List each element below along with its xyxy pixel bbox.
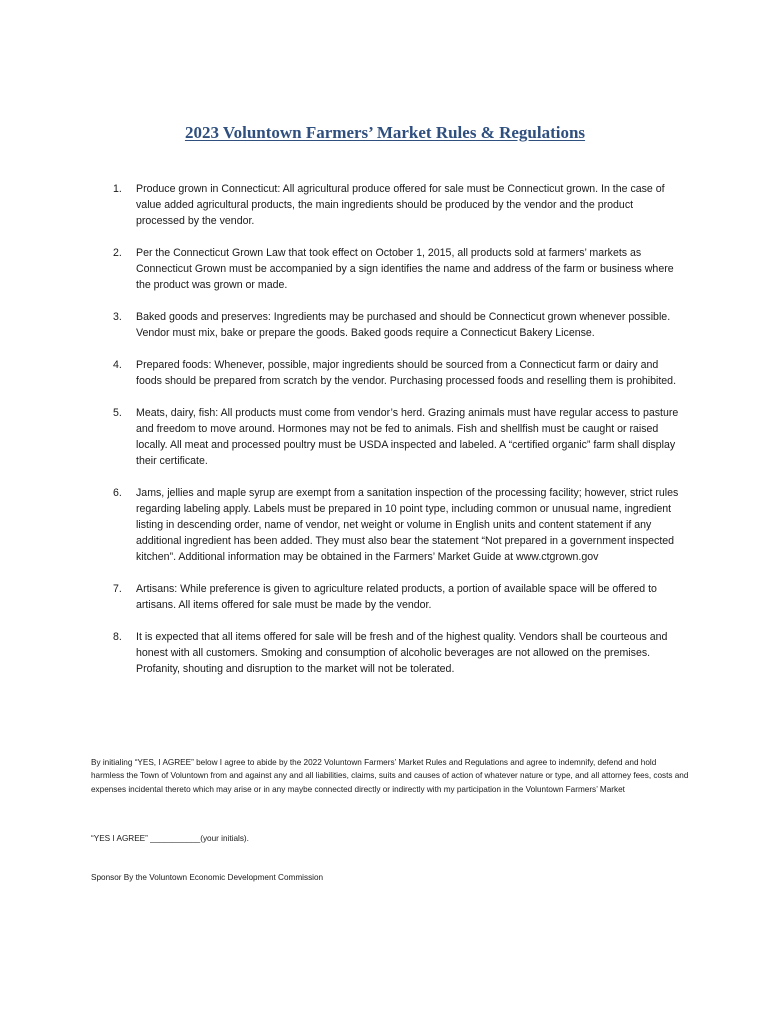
rule-item [110,357,682,389]
rule-item [110,405,682,469]
rules-list [110,181,682,693]
rule-text: Artisans: While preference is given to agriculture related products, a portion of available space will be offered to artisans. All items offered for sale must be made by the vendor. [136,583,657,611]
sponsor-line: Sponsor By the Voluntown Economic Development Commission [91,873,324,882]
rule-number: 5. [113,407,122,419]
rule-text: Jams, jellies and maple syrup are exempt from a sanitation inspection of the processing facility; however, strict rules regarding labeling apply. Labels must be prepared in 10 point type, including common or unusual name, ingredient listing in descending order, name of vendor, net weight or volume in English units and content statement if any additional ingredient has been added. They must also bear the statement “Not prepared in a government inspected kitchen”. Additional information may be obtained in the Farmers’ Market Guide at www.ctgrown.gov [136,487,679,563]
rule-text: Prepared foods: Whenever, possible, major ingredients should be sourced from a Connecticut farm or dairy and foods should be prepared from scratch by the vendor. Purchasing processed foods and reselling them is prohibited. [136,359,677,387]
rule-item [110,245,682,293]
agreement-statement: By initialing “YES, I AGREE” below I agree to abide by the 2022 Voluntown Farmers’ Market Rules and Regulations and agree to indemnify, defend and hold harmless the Town of Voluntown from and against any and all liabilities, claims, suits and causes of action of whatever nature or type, and all attorney fees, costs and expenses incidental thereto which may arise or in any maybe connected directly or indirectly with my participation in the Voluntown Farmers’ Market [91,758,689,794]
document-title: 2023 Voluntown Farmers’ Market Rules & Regulations [184,123,586,142]
rule-number: 6. [113,487,122,499]
rule-text: Meats, dairy, fish: All products must come from vendor’s herd. Grazing animals must have regular access to pasture and freedom to move around. Hormones may not be fed to animals. Fish and shellfish must be caught or raised locally. All meat and processed poultry must be USDA inspected and labeled. A “certified organic” farm shall display their certificate. [136,407,679,467]
rule-text: Per the Connecticut Grown Law that took effect on October 1, 2015, all products sold at farmers’ markets as Connecticut Grown must be accompanied by a sign identifies the name and address of the farm or business where the product was grown or made. [136,247,674,291]
rule-number: 4. [113,359,122,371]
rule-text: Produce grown in Connecticut: All agricultural produce offered for sale must be Connecticut grown. In the case of value added agricultural products, the main ingredients should be produced by the vendor and the product processed by the vendor. [136,183,665,227]
rule-item [110,309,682,341]
rule-item [110,629,682,677]
initials-line: “YES I AGREE” ___________(your initials). [91,834,249,843]
rule-number: 1. [113,183,122,195]
rule-item [110,581,682,613]
rule-text: It is expected that all items offered for sale will be fresh and of the highest quality. Vendors shall be courteous and honest with all customers. Smoking and consumption of alcoholic beverages are not allowed on the premises. Profanity, shouting and disruption to the market will not be tolerated. [136,631,668,675]
rule-number: 2. [113,247,122,259]
rule-number: 3. [113,311,122,323]
rule-item [110,181,682,229]
rule-item [110,485,682,565]
rule-number: 8. [113,631,122,643]
rule-number: 7. [113,583,122,595]
rule-text: Baked goods and preserves: Ingredients may be purchased and should be Connecticut grown whenever possible. Vendor must mix, bake or prepare the goods. Baked goods require a Connecticut Bakery License. [136,311,671,339]
